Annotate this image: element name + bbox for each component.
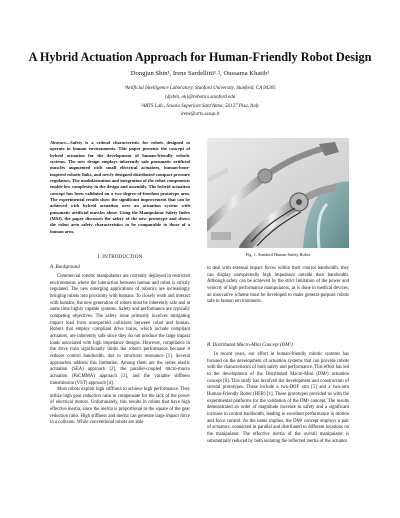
subsection-heading-dm2: B. Distributed Macro-Mini Concept (DM²) <box>207 343 293 348</box>
robot-photo <box>207 138 349 248</box>
right-column-text-1 <box>207 266 349 306</box>
robot-arm-illustration <box>207 138 349 248</box>
abstract-lead: Abstract— <box>50 140 71 145</box>
affiliations <box>0 85 400 120</box>
abstract <box>50 140 190 235</box>
section-heading-introduction: I. INTRODUCTION <box>97 255 143 260</box>
right-column-text-2 <box>207 352 349 445</box>
paper-title: A Hybrid Actuation Approach for Human-Friendly Robot Design <box>28 50 372 64</box>
right-paragraph-1: to deal with external impact forces within their control bandwidth, they can display unexpectedly high impedance outside their bandwidth. Although safety can be achieved by the strict limitation of the power and velocity of high performance manipulators, as is done in medical devices, an innovative scheme must be developed to make general-purpose robots safe in human environments. <box>207 266 349 305</box>
figure-caption: Fig. 1. Stanford Human Safety Robot <box>245 252 311 257</box>
affiliation-2: ²ARTS Lab., Scuola Superiore Sant'Anna, 56127 Pisa, Italy <box>140 103 260 109</box>
affiliation-1: ¹Artificial Intelligence Laboratory, Stanford University, Stanford, CA 94305 <box>124 86 276 91</box>
subsection-heading-background: A. Background <box>50 265 80 270</box>
affiliation-1-email: {djshin, ok}@robotics.stanford.edu <box>164 94 236 100</box>
affiliation-2-email: irene@arts.sssup.it <box>180 112 220 118</box>
background-paragraph-1: Commercial robotic manipulators are currently deployed in restricted environments where the interaction between human and robot is strictly regulated. The new emerging applications of robotics are increasingly bringing robots into proximity with humans. To closely work and interact with humans, the new generation of robots must be inherently safe and at same time highly capable systems. Safety and performance are typically competing objectives. The safety issue primarily involves mitigating impact load from unexpected collisions between robot and human. Robots that employ compliant drive trains, which include compliant actuators, are inherently safe since they do not produce the large impact loads associated with high impedance designs. However, compliance in the drive train significantly limits the robot's performance because it reduces control bandwidth, due to structural resonance [1]. Several approaches address this limitation. Among them are the series elastic actuation (SEA) approach [2], the parallel-coupled micro-macro actuation (PaCMMA) approach [3], and the variable stiffness transmission (VST) approach [4]. <box>50 274 190 386</box>
background-paragraph-2: Most robots exploit high stiffness to achieve high performance. They utilize high gear reduction ratio to compensate for the lack of the power of electrical motors. Unfortunately, this results in robots that have high effective inertia, since the inertia is proportional to the square of the gear reduction ratio. High stiffness and inertia can generate large impact force in a collision. While conventional robots are able <box>50 387 190 426</box>
author-list: Dongjun Shin¹, Irene Sardellitti¹˒², Oussama Khatib¹ <box>130 70 270 77</box>
background-body <box>50 274 190 427</box>
abstract-text: Safety is a critical characteristic for robots designed to operate in human environments. This paper presents the concept of hybrid actuation for the development of human-friendly robotic systems. The new design employs inherently safe pneumatic artificial muscles augmented with small electrical actuators, human-bone-inspired robotic links, and newly designed distributed compact pressure regulators. The modularization and integration of the robot components enable low complexity in the design and assembly. The hybrid actuation concept has been validated on a two-degree-of-freedom prototype arm. The experimental results show the significant improvement that can be achieved with hybrid actuation over an actuation system with pneumatic artificial muscles alone. Using the Manipulator Safety Index (MSI), the paper discusses the safety of the new prototype and shows the robot arm safety characteristics to be comparable to those of a human arm. <box>50 140 190 234</box>
right-paragraph-2: In recent years, our effort in human-friendly robotic systems has focused on the development of actuation systems that can provide robots with the characteristics of both safety and performance. This effort has led to the development of the Distributed Macro-Mini (DM²) actuation concept [6]. This study has involved the development and construction of several prototypes. These include a two-DOF arm [5] and a two-arm Human-Friendly Robot (HFR) [1]. These prototypes provided us with the experimental platforms for the validation of the DM² concept. The results demonstrated an order of magnitude increase in safety and a significant increase in control bandwidth, leading to excellent performance in motion and force control. As the name implies, the DM² concept employs a pair of actuators, connected in parallel and distributed to different locations on the manipulator. The effective inertia of the overall manipulator is substantially reduced by both isolating the reflected inertia of the actuator <box>207 352 349 444</box>
